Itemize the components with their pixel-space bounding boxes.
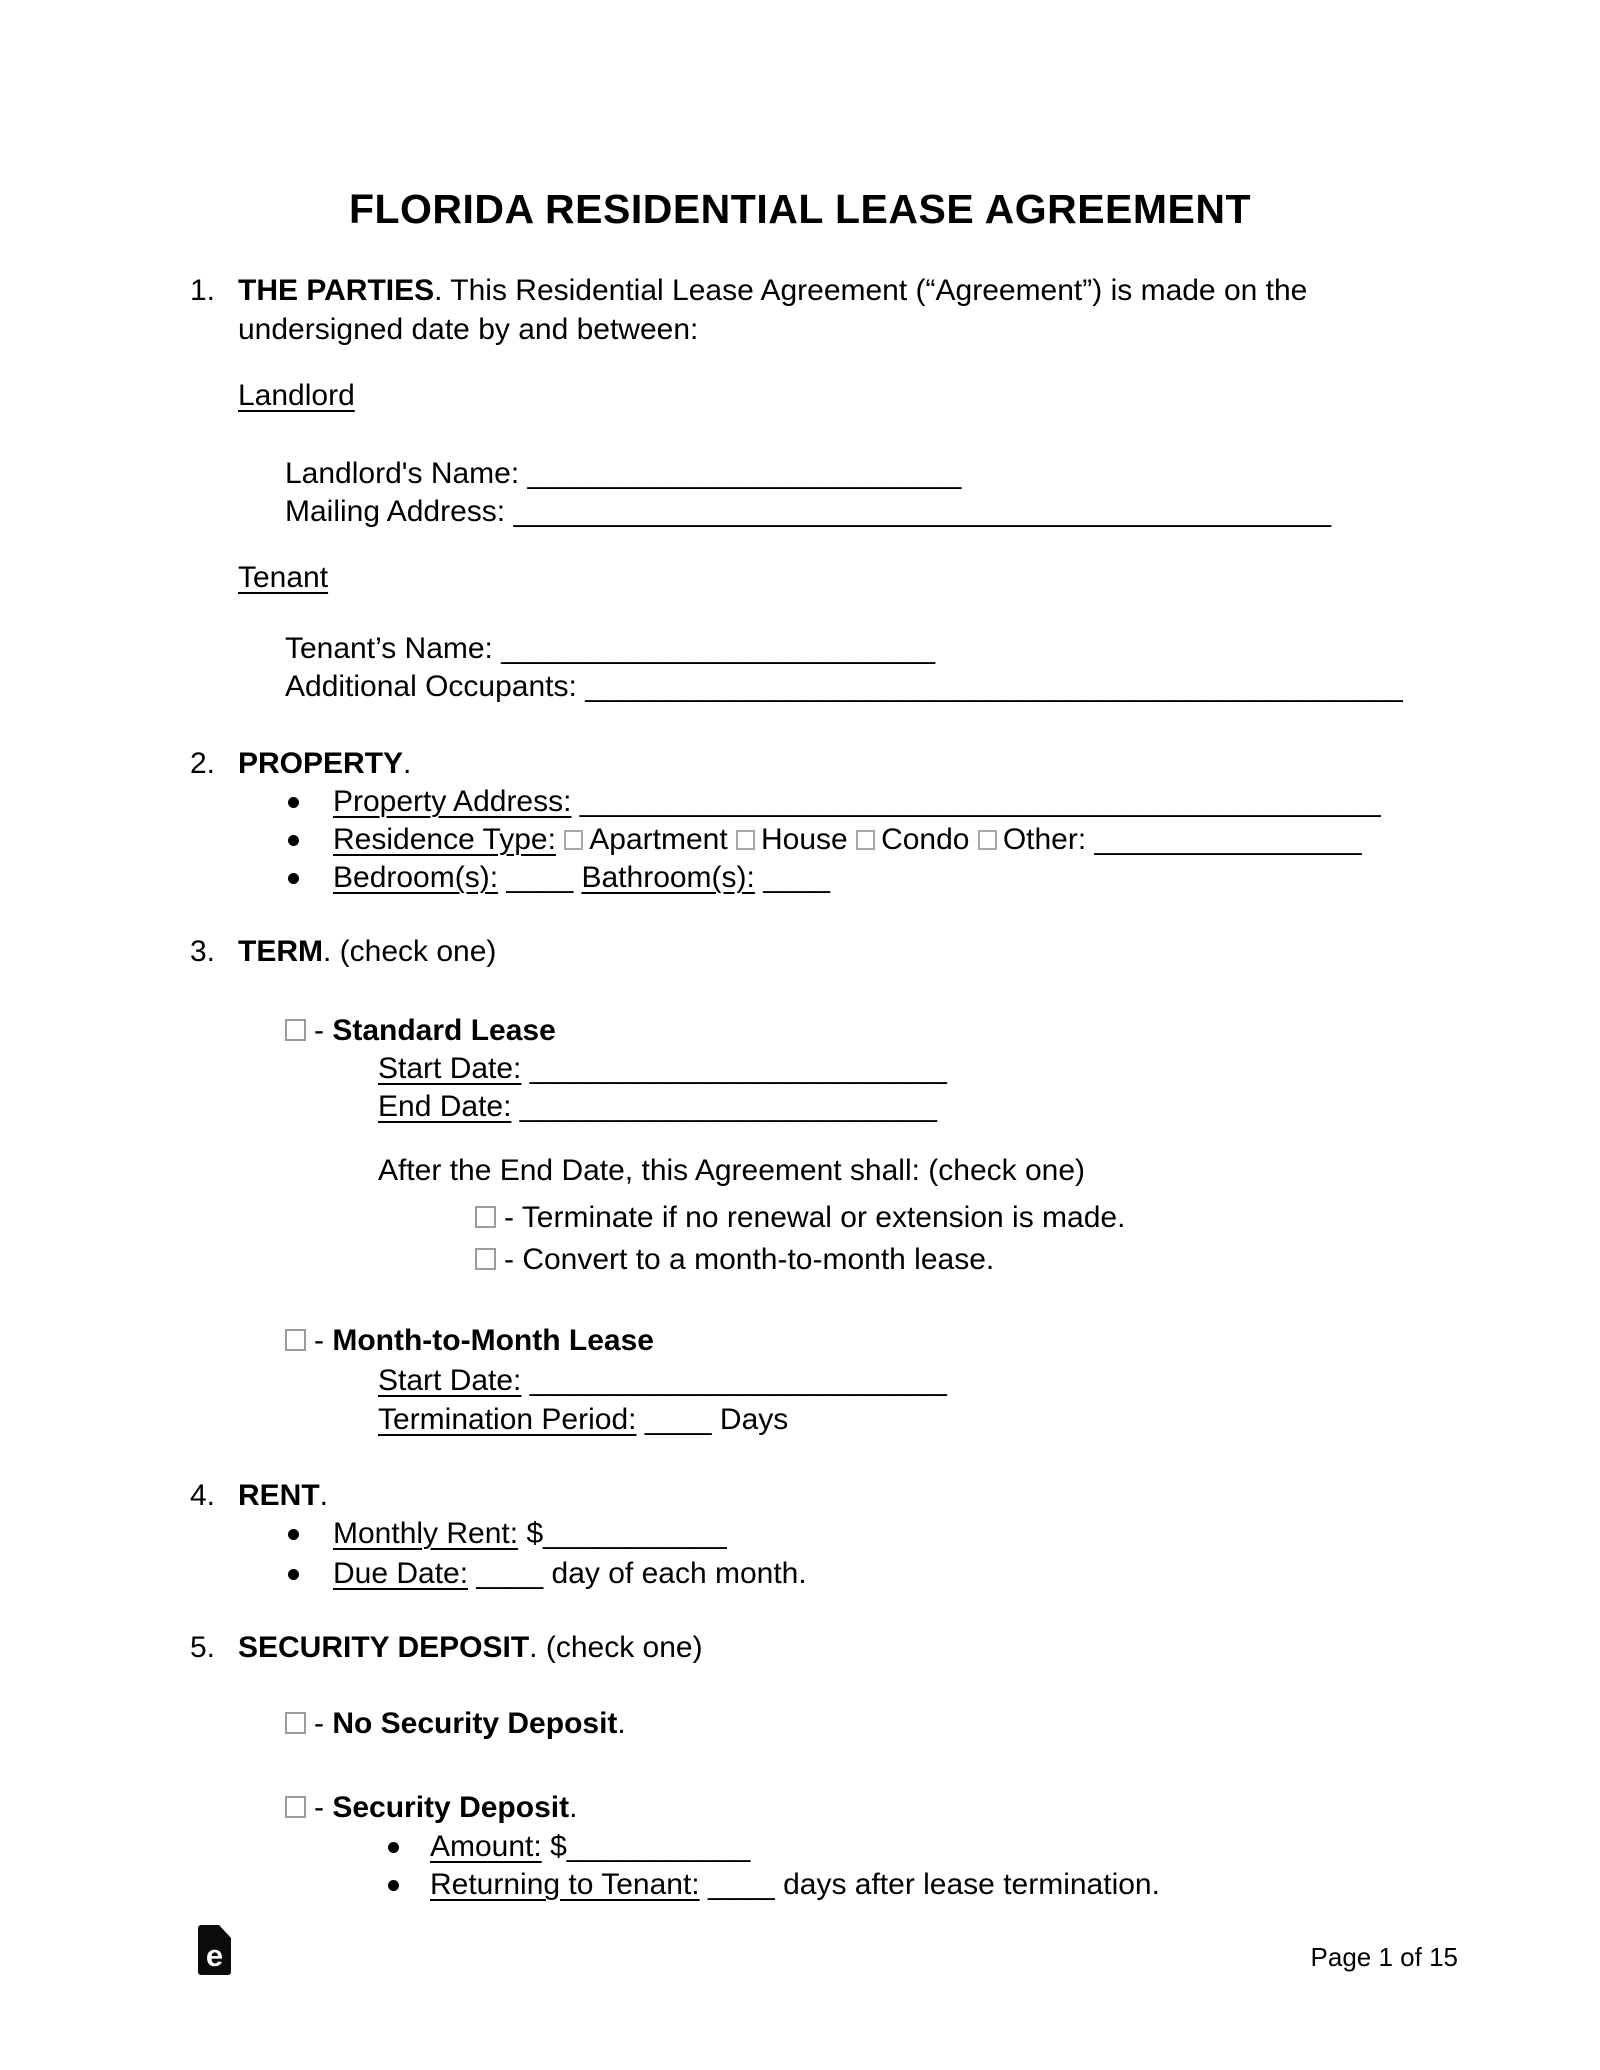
tenant-name-line [285, 630, 935, 668]
bullet-icon [288, 835, 299, 846]
eforms-logo [198, 1925, 231, 1975]
mailing-address-label: Mailing Address: [285, 495, 506, 528]
house-checkbox[interactable] [736, 830, 755, 850]
section-term-heading [190, 933, 496, 971]
bullet-icon [288, 1529, 299, 1540]
monthly-rent-line [288, 1515, 727, 1553]
security-deposit-line [285, 1789, 577, 1827]
section-number: 3. [190, 935, 216, 968]
section-suffix: . (check one) [529, 1631, 703, 1664]
dash: - [314, 1791, 324, 1824]
terminate-option-line [475, 1199, 1125, 1237]
property-address-line [288, 783, 1381, 821]
standard-start-date-line [378, 1050, 947, 1088]
tenant-heading-label: Tenant [238, 561, 329, 594]
mailing-address-line [285, 493, 1331, 531]
bedroom-label: Bedroom(s): [333, 861, 499, 894]
convert-option-label: - Convert to a month-to-month lease. [504, 1243, 995, 1276]
after-end-date-text: After the End Date, this Agreement shall: (check one) [378, 1154, 1086, 1187]
termination-period-suffix: Days [719, 1403, 789, 1436]
condo-option-label: Condo [881, 823, 970, 856]
m2m-start-date-line [378, 1362, 947, 1400]
tenant-name-label: Tenant’s Name: [285, 632, 493, 665]
dash: - [314, 1707, 324, 1740]
section-security-heading [190, 1629, 703, 1667]
section-parties-heading [190, 272, 1307, 310]
section-intro: . This Residential Lease Agreement (“Agreement”) is made on the [434, 274, 1308, 307]
page-fold-icon [219, 1925, 231, 1938]
section-suffix: . [403, 747, 412, 780]
property-address-blank[interactable]: ________________________________________________ [579, 785, 1381, 818]
bathroom-blank[interactable]: ____ [763, 861, 830, 894]
security-deposit-label: Security Deposit [332, 1791, 570, 1824]
residence-type-line [288, 821, 1362, 859]
returning-label: Returning to Tenant: [430, 1868, 700, 1901]
period: . [617, 1707, 626, 1740]
apartment-checkbox[interactable] [564, 830, 583, 850]
section-title: THE PARTIES [238, 274, 435, 307]
standard-lease-label: Standard Lease [332, 1014, 556, 1047]
standard-end-date-line [378, 1088, 937, 1126]
house-option-label: House [761, 823, 848, 856]
end-date-blank[interactable]: _________________________ [519, 1090, 937, 1123]
start-date-blank[interactable]: _________________________ [529, 1052, 947, 1085]
occupants-label: Additional Occupants: [285, 670, 577, 703]
terminate-option-label: - Terminate if no renewal or extension is made. [504, 1201, 1126, 1234]
security-deposit-checkbox[interactable] [285, 1796, 306, 1818]
standard-lease-checkbox[interactable] [285, 1019, 306, 1041]
dash: - [314, 1324, 324, 1357]
other-option-label: Other: [1002, 823, 1087, 856]
no-security-deposit-line [285, 1705, 626, 1743]
mailing-address-blank[interactable]: _________________________________________________ [513, 495, 1331, 528]
section-property-heading [190, 745, 411, 783]
condo-checkbox[interactable] [856, 830, 875, 850]
start-date-label: Start Date: [378, 1364, 522, 1397]
due-date-suffix: day of each month. [551, 1557, 807, 1590]
document-title: FLORIDA RESIDENTIAL LEASE AGREEMENT [348, 186, 1252, 232]
amount-label: Amount: [430, 1830, 542, 1863]
landlord-name-line [285, 455, 961, 493]
bullet-icon [288, 797, 299, 808]
section-number: 4. [190, 1479, 216, 1512]
due-date-line [288, 1555, 807, 1593]
eforms-logo-letter: e [205, 1938, 224, 1973]
section-title: SECURITY DEPOSIT [238, 1631, 530, 1664]
convert-option-line [475, 1241, 994, 1279]
monthly-rent-blank[interactable]: ___________ [543, 1517, 727, 1550]
residence-type-label: Residence Type: [333, 823, 556, 856]
bullet-icon [388, 1880, 399, 1891]
section-suffix: . (check one) [323, 935, 497, 968]
landlord-name-blank[interactable]: __________________________ [527, 457, 962, 490]
dash: - [314, 1014, 324, 1047]
monthly-rent-label: Monthly Rent: [333, 1517, 519, 1550]
tenant-heading [238, 559, 328, 597]
occupants-blank[interactable]: _________________________________________________ [585, 670, 1403, 703]
other-blank[interactable]: ________________ [1094, 823, 1362, 856]
termination-period-blank[interactable]: ____ [644, 1403, 712, 1436]
period: . [569, 1791, 578, 1824]
bullet-icon [388, 1842, 399, 1853]
amount-blank[interactable]: ___________ [566, 1830, 751, 1863]
property-address-label: Property Address: [333, 785, 572, 818]
bathroom-label: Bathroom(s): [581, 861, 755, 894]
m2m-start-date-blank[interactable]: _________________________ [529, 1364, 947, 1397]
month-to-month-checkbox[interactable] [285, 1329, 306, 1351]
section-number: 2. [190, 747, 216, 780]
terminate-checkbox[interactable] [475, 1206, 496, 1228]
other-checkbox[interactable] [978, 830, 997, 850]
end-date-label: End Date: [378, 1090, 512, 1123]
standard-lease-line [285, 1012, 556, 1050]
termination-period-label: Termination Period: [378, 1403, 637, 1436]
returning-line [388, 1866, 1160, 1904]
bedroom-bathroom-line [288, 859, 830, 897]
bedroom-blank[interactable]: ____ [506, 861, 574, 894]
section-number: 5. [190, 1631, 216, 1664]
no-security-deposit-checkbox[interactable] [285, 1712, 306, 1734]
month-to-month-label: Month-to-Month Lease [332, 1324, 654, 1357]
amount-line [388, 1828, 750, 1866]
page-number: Page 1 of 15 [1310, 1942, 1458, 1972]
convert-checkbox[interactable] [475, 1248, 496, 1270]
no-security-deposit-label: No Security Deposit [332, 1707, 618, 1740]
due-date-label: Due Date: [333, 1557, 469, 1590]
returning-blank[interactable]: ____ [707, 1868, 775, 1901]
section-title: PROPERTY [238, 747, 404, 780]
bullet-icon [288, 1569, 299, 1580]
landlord-name-label: Landlord's Name: [285, 457, 520, 490]
parties-intro-line2: undersigned date by and between: [238, 313, 699, 346]
section-title: RENT [238, 1479, 320, 1512]
landlord-heading-label: Landlord [238, 379, 355, 412]
section-number: 1. [190, 274, 216, 307]
occupants-line [285, 668, 1403, 706]
apartment-option-label: Apartment [589, 823, 728, 856]
section-rent-heading [190, 1477, 328, 1515]
bullet-icon [288, 873, 299, 884]
currency-symbol: $ [526, 1517, 544, 1550]
returning-suffix: days after lease termination. [783, 1868, 1160, 1901]
currency-symbol: $ [550, 1830, 567, 1863]
due-date-blank[interactable]: ____ [476, 1557, 544, 1590]
section-title: TERM [238, 935, 323, 968]
start-date-label: Start Date: [378, 1052, 522, 1085]
landlord-heading [238, 377, 355, 415]
tenant-name-blank[interactable]: __________________________ [501, 632, 936, 665]
section-suffix: . [319, 1479, 329, 1512]
month-to-month-line [285, 1322, 654, 1360]
termination-period-line [378, 1401, 788, 1439]
